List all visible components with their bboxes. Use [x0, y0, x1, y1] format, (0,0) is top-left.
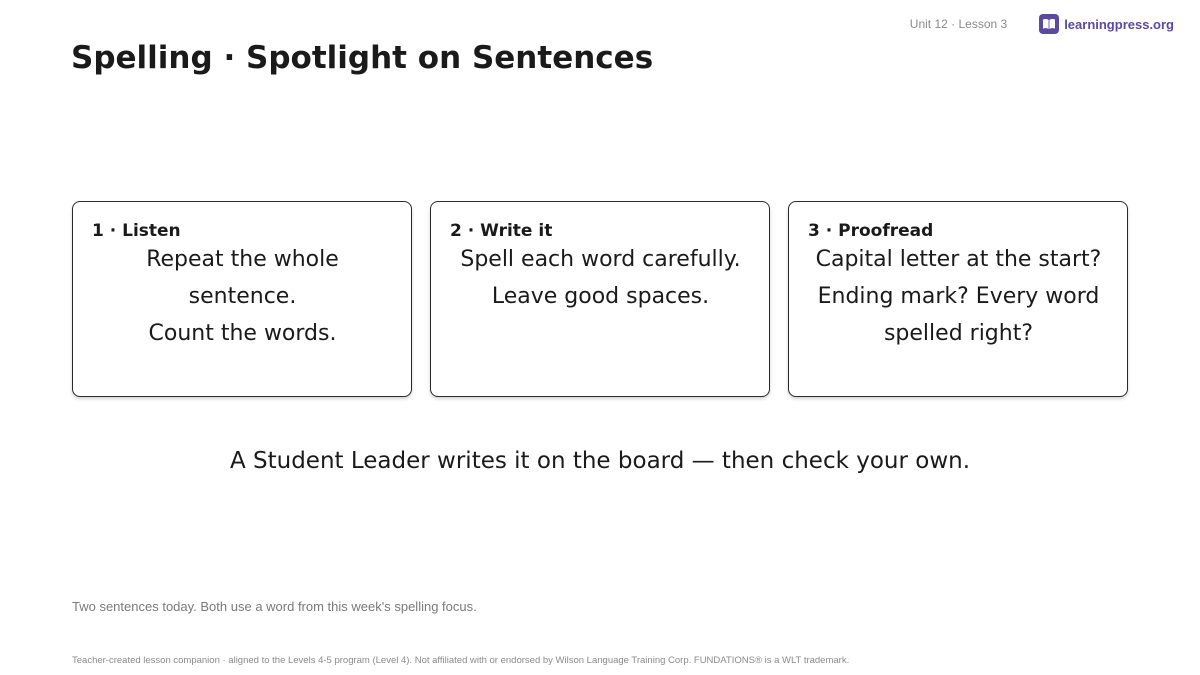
- card-line: Capital letter at the start?: [815, 247, 1102, 272]
- top-meta: [910, 14, 1174, 34]
- brand-name[interactable]: learningpress.org: [1064, 16, 1174, 32]
- card-label: 1 · Listen: [92, 221, 181, 241]
- page-title: Spelling · Spotlight on Sentences: [71, 40, 654, 76]
- disclaimer: Teacher-created lesson companion · aligned to the Levels 4-5 program (Level 4). Not affiliated with or endorsed by Wilson Language Training Corp. FUNDATIONS® is a WLT trademark.: [72, 655, 850, 666]
- brand[interactable]: [1039, 14, 1174, 34]
- card-body: [92, 241, 393, 352]
- book-icon: [1039, 14, 1059, 34]
- card-body: [808, 241, 1109, 352]
- book-icon-svg: [1042, 18, 1056, 30]
- card-line: Repeat the whole sentence.: [146, 247, 339, 309]
- step-card-write: [430, 201, 770, 397]
- lesson-label: Unit 12 · Lesson 3: [909, 17, 1008, 31]
- card-line: Leave good spaces.: [491, 284, 710, 309]
- card-label: 2 · Write it: [450, 221, 553, 241]
- card-line: Spell each word carefully.: [460, 247, 741, 272]
- card-label: 3 · Proofread: [808, 221, 934, 241]
- card-body: [450, 241, 751, 315]
- step-cards: [72, 201, 1128, 397]
- tagline: A Student Leader writes it on the board — then check your own.: [229, 448, 971, 474]
- card-line: Ending mark? Every word spelled right?: [817, 284, 1100, 346]
- speaker-note: Two sentences today. Both use a word from this week's spelling focus.: [72, 599, 477, 614]
- step-card-proofread: [788, 201, 1128, 397]
- card-line: Count the words.: [148, 321, 337, 346]
- step-card-listen: [72, 201, 412, 397]
